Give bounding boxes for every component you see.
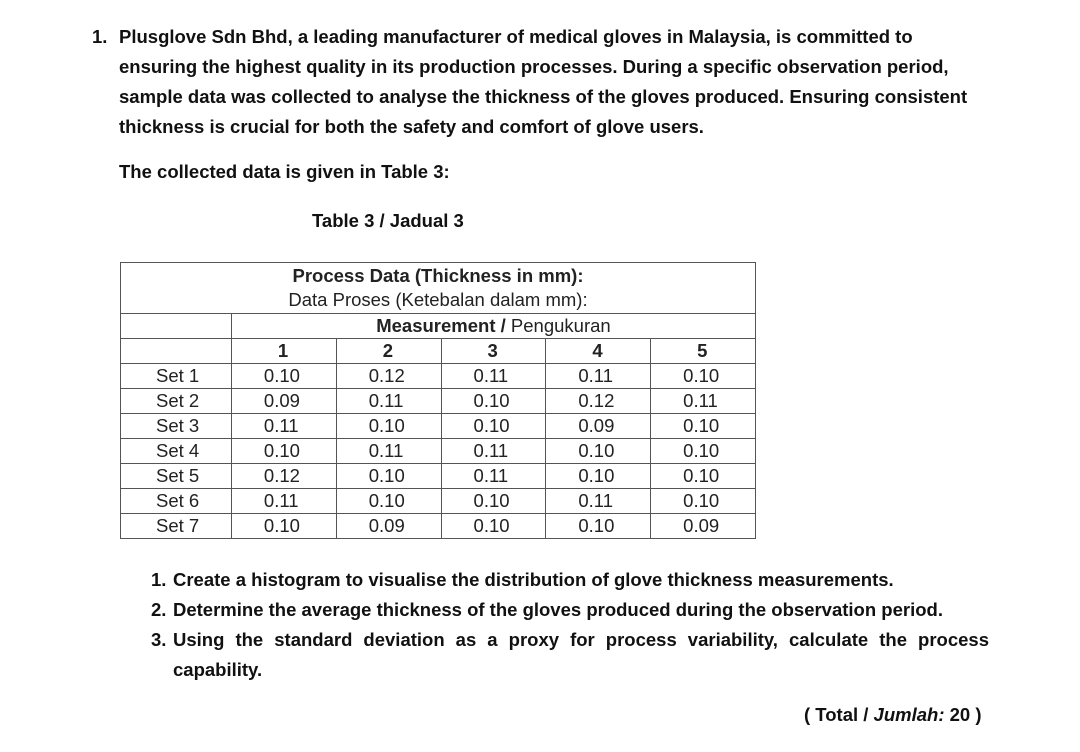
table-cell: 0.10 <box>336 414 441 439</box>
table-row <box>121 414 756 439</box>
total-value: 20 ) <box>949 704 982 725</box>
table-row <box>121 439 756 464</box>
task-item <box>151 565 989 595</box>
task-text: Determine the average thickness of the gloves produced during the observation period. <box>173 599 943 620</box>
process-data-table <box>120 262 756 539</box>
table-cell: 0.09 <box>651 514 756 539</box>
row-label: Set 1 <box>121 364 232 389</box>
table-title-row <box>121 263 756 314</box>
table-cell: 0.10 <box>441 489 546 514</box>
table-body <box>121 364 756 539</box>
task-item <box>151 625 989 685</box>
task-text: Create a histogram to visualise the distribution of glove thickness measurements. <box>173 569 894 590</box>
table-cell: 0.11 <box>546 489 651 514</box>
measurement-label-my: Pengukuran <box>510 315 611 336</box>
table-caption: Table 3 / Jadual 3 <box>312 210 464 231</box>
row-label: Set 4 <box>121 439 232 464</box>
row-label: Set 3 <box>121 414 232 439</box>
task-item <box>151 595 989 625</box>
table-cell: 0.10 <box>651 464 756 489</box>
column-number-row <box>121 339 756 364</box>
table-row <box>121 389 756 414</box>
table-cell: 0.10 <box>651 439 756 464</box>
table-row <box>121 464 756 489</box>
total-marks <box>804 704 982 726</box>
table-cell: 0.11 <box>231 489 336 514</box>
table-cell: 0.10 <box>546 464 651 489</box>
table-cell: 0.12 <box>231 464 336 489</box>
table-cell: 0.09 <box>546 414 651 439</box>
table-cell: 0.11 <box>441 364 546 389</box>
table-cell: 0.09 <box>231 389 336 414</box>
table-cell: 0.10 <box>651 489 756 514</box>
table-title-cell <box>121 263 756 314</box>
table-cell: 0.10 <box>336 464 441 489</box>
task-number: 2. <box>151 599 167 620</box>
table-cell: 0.10 <box>441 414 546 439</box>
row-label: Set 6 <box>121 489 232 514</box>
table-cell: 0.10 <box>231 364 336 389</box>
question-text: Plusglove Sdn Bhd, a leading manufacturer of medical gloves in Malaysia, is committed to ensuring the highest quality in its production processes. During a specific observation period, sample data was collected to analyse the thickness of the gloves produced. Ensuring consistent thickness is crucial for both the safety and comfort of glove users. <box>119 26 968 137</box>
column-header: 3 <box>441 339 546 364</box>
table-cell: 0.10 <box>441 514 546 539</box>
task-list <box>151 565 989 685</box>
empty-column-cell <box>121 339 232 364</box>
table-cell: 0.11 <box>336 389 441 414</box>
row-label: Set 7 <box>121 514 232 539</box>
table-cell: 0.10 <box>441 389 546 414</box>
table-cell: 0.10 <box>231 439 336 464</box>
column-header: 1 <box>231 339 336 364</box>
empty-header-cell <box>121 314 232 339</box>
table-row <box>121 364 756 389</box>
table-cell: 0.11 <box>546 364 651 389</box>
task-number: 1. <box>151 569 167 590</box>
total-label: ( Total / <box>804 704 869 725</box>
table-cell: 0.10 <box>651 414 756 439</box>
table-cell: 0.11 <box>651 389 756 414</box>
row-label: Set 5 <box>121 464 232 489</box>
table-cell: 0.11 <box>336 439 441 464</box>
table-cell: 0.10 <box>231 514 336 539</box>
table-cell: 0.09 <box>336 514 441 539</box>
table-cell: 0.11 <box>231 414 336 439</box>
table-cell: 0.11 <box>441 464 546 489</box>
total-label-my: Jumlah: <box>873 704 945 725</box>
table-row <box>121 514 756 539</box>
table-cell: 0.10 <box>546 439 651 464</box>
table-cell: 0.12 <box>546 389 651 414</box>
table-cell: 0.10 <box>336 489 441 514</box>
table-intro-text: The collected data is given in Table 3: <box>119 161 450 182</box>
measurement-label-en: Measurement / <box>376 315 506 336</box>
table-cell: 0.11 <box>441 439 546 464</box>
table-title-en: Process Data (Thickness in mm): <box>292 265 584 286</box>
task-text: Using the standard deviation as a proxy for process variability, calculate the process capability. <box>173 629 989 680</box>
table-row <box>121 489 756 514</box>
row-label: Set 2 <box>121 389 232 414</box>
column-header: 5 <box>651 339 756 364</box>
measurement-header-cell <box>231 314 755 339</box>
column-header: 2 <box>336 339 441 364</box>
table-cell: 0.10 <box>651 364 756 389</box>
task-number: 3. <box>151 629 167 650</box>
table-cell: 0.10 <box>546 514 651 539</box>
table-title-my: Data Proses (Ketebalan dalam mm): <box>288 289 588 310</box>
measurement-header-row <box>121 314 756 339</box>
column-header: 4 <box>546 339 651 364</box>
question-number: 1. <box>92 26 108 47</box>
table-cell: 0.12 <box>336 364 441 389</box>
